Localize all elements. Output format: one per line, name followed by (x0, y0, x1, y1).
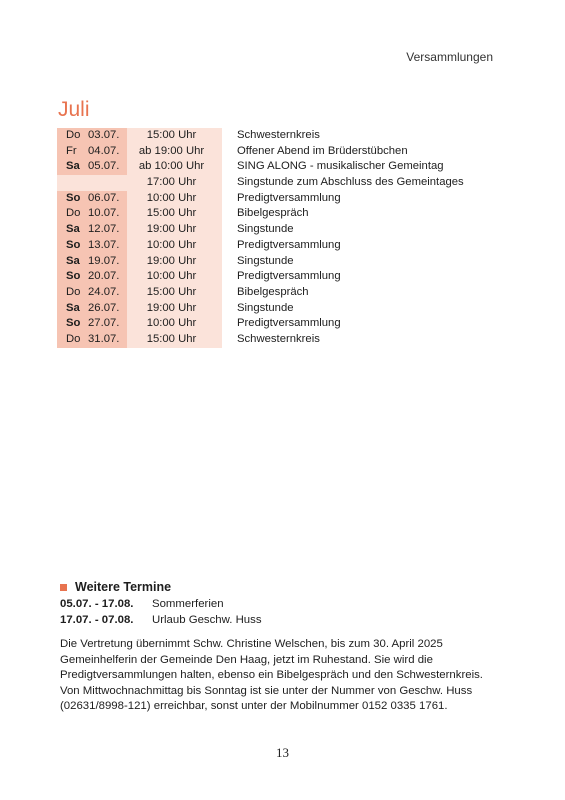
schedule-day: 10.07. (88, 207, 120, 220)
schedule-row (57, 269, 487, 285)
page-number: 13 (276, 745, 289, 760)
schedule-date (57, 128, 127, 144)
schedule-event: Singstunde (237, 223, 294, 236)
schedule-day: 06.07. (88, 191, 120, 204)
term-label: Urlaub Geschw. Huss (152, 613, 262, 626)
schedule-weekday: Do (66, 129, 81, 141)
square-bullet-icon (60, 584, 67, 591)
schedule-date (57, 254, 127, 270)
schedule-event: Predigtversammlung (237, 238, 341, 251)
schedule-day: 04.07. (88, 144, 120, 157)
schedule-event: Predigtversammlung (237, 317, 341, 330)
schedule-time: 15:00 Uhr (127, 332, 222, 348)
schedule-date (57, 144, 127, 160)
term-label: Sommerferien (152, 598, 224, 610)
schedule-date (57, 206, 127, 222)
schedule-weekday: Sa (66, 160, 80, 173)
schedule-row (57, 175, 487, 191)
further-dates-title: Weitere Termine (75, 580, 172, 594)
schedule-day: 31.07. (88, 332, 120, 345)
schedule-weekday: Fr (66, 144, 77, 157)
schedule-event: Schwesternkreis (237, 129, 320, 141)
schedule-day: 20.07. (88, 270, 120, 283)
schedule-event: Predigtversammlung (237, 270, 341, 283)
schedule-row (57, 159, 487, 175)
schedule-row (57, 285, 487, 301)
schedule-row (57, 191, 487, 207)
schedule-time: 15:00 Uhr (127, 285, 222, 301)
schedule-day: 12.07. (88, 223, 120, 236)
schedule-row (57, 316, 487, 332)
schedule-day: 19.07. (88, 254, 120, 267)
schedule-row (57, 254, 487, 270)
schedule-row (57, 301, 487, 317)
schedule-time: 10:00 Uhr (127, 238, 222, 254)
schedule-date (57, 285, 127, 301)
further-dates-heading (60, 580, 500, 594)
schedule-time: ab 19:00 Uhr (127, 144, 222, 160)
schedule-weekday: Sa (66, 301, 80, 314)
schedule-day: 26.07. (88, 301, 120, 314)
schedule-date (57, 222, 127, 238)
schedule-date (57, 269, 127, 285)
term-row (60, 597, 500, 613)
schedule-weekday: So (66, 317, 81, 330)
schedule-weekday: So (66, 270, 81, 283)
term-range: 05.07. - 17.08. (60, 598, 134, 610)
substitute-note: Die Vertretung übernimmt Schw. Christine Welschen, bis zum 30. April 2025 Gemeinhelferin der Gemeinde Den Haag, jetzt im Ruhestand. Sie wird die Predigtversammlungen halten, ebenso ein Bibelgespräch und den Schwesternkreis. Von Mittwochnachmittag bis Sonntag ist sie unter der Nummer von Geschw. Huss (02631/8998-121) erreichbar, sonst unter der Mobilnummer 0152 0335 1761. (60, 638, 483, 713)
schedule-table (57, 128, 487, 348)
schedule-time: ab 10:00 Uhr (127, 159, 222, 175)
schedule-row (57, 332, 487, 348)
schedule-event: Schwesternkreis (237, 332, 320, 345)
schedule-weekday: So (66, 191, 81, 204)
schedule-event: SING ALONG - musikalischer Gemeintag (237, 160, 444, 173)
schedule-event: Singstunde (237, 301, 294, 314)
term-row (60, 613, 500, 629)
schedule-row (57, 206, 487, 222)
schedule-weekday: So (66, 238, 81, 251)
schedule-day: 27.07. (88, 317, 120, 330)
schedule-time: 19:00 Uhr (127, 222, 222, 238)
schedule-date (57, 316, 127, 332)
schedule-row (57, 144, 487, 160)
schedule-date (57, 159, 127, 175)
further-dates-section (60, 580, 500, 715)
schedule-event: Bibelgespräch (237, 285, 309, 298)
schedule-time: 10:00 Uhr (127, 191, 222, 207)
schedule-time: 10:00 Uhr (127, 316, 222, 332)
schedule-event: Offener Abend im Brüderstübchen (237, 144, 408, 157)
schedule-day: 24.07. (88, 285, 120, 298)
schedule-time: 17:00 Uhr (127, 175, 222, 191)
schedule-event: Predigtversammlung (237, 191, 341, 204)
schedule-time: 15:00 Uhr (127, 128, 222, 144)
schedule-weekday: Do (66, 285, 81, 298)
schedule-time: 19:00 Uhr (127, 254, 222, 270)
schedule-date (57, 332, 127, 348)
schedule-time: 10:00 Uhr (127, 269, 222, 285)
schedule-event: Singstunde zum Abschluss des Gemeintages (237, 176, 464, 189)
schedule-row (57, 238, 487, 254)
schedule-row (57, 222, 487, 238)
schedule-day: 05.07. (88, 160, 120, 173)
section-header: Versammlungen (406, 50, 493, 64)
schedule-time: 19:00 Uhr (127, 301, 222, 317)
schedule-day: 13.07. (88, 238, 120, 251)
schedule-time: 15:00 Uhr (127, 206, 222, 222)
schedule-date (57, 175, 127, 191)
schedule-row (57, 128, 487, 144)
month-heading: Juli (58, 98, 90, 121)
schedule-event: Singstunde (237, 254, 294, 267)
term-range: 17.07. - 07.08. (60, 613, 134, 626)
schedule-weekday: Do (66, 332, 81, 345)
schedule-event: Bibelgespräch (237, 207, 309, 220)
schedule-date (57, 301, 127, 317)
schedule-weekday: Do (66, 207, 81, 220)
schedule-date (57, 238, 127, 254)
schedule-weekday: Sa (66, 223, 80, 236)
schedule-day: 03.07. (88, 129, 120, 141)
schedule-date (57, 191, 127, 207)
schedule-weekday: Sa (66, 254, 80, 267)
